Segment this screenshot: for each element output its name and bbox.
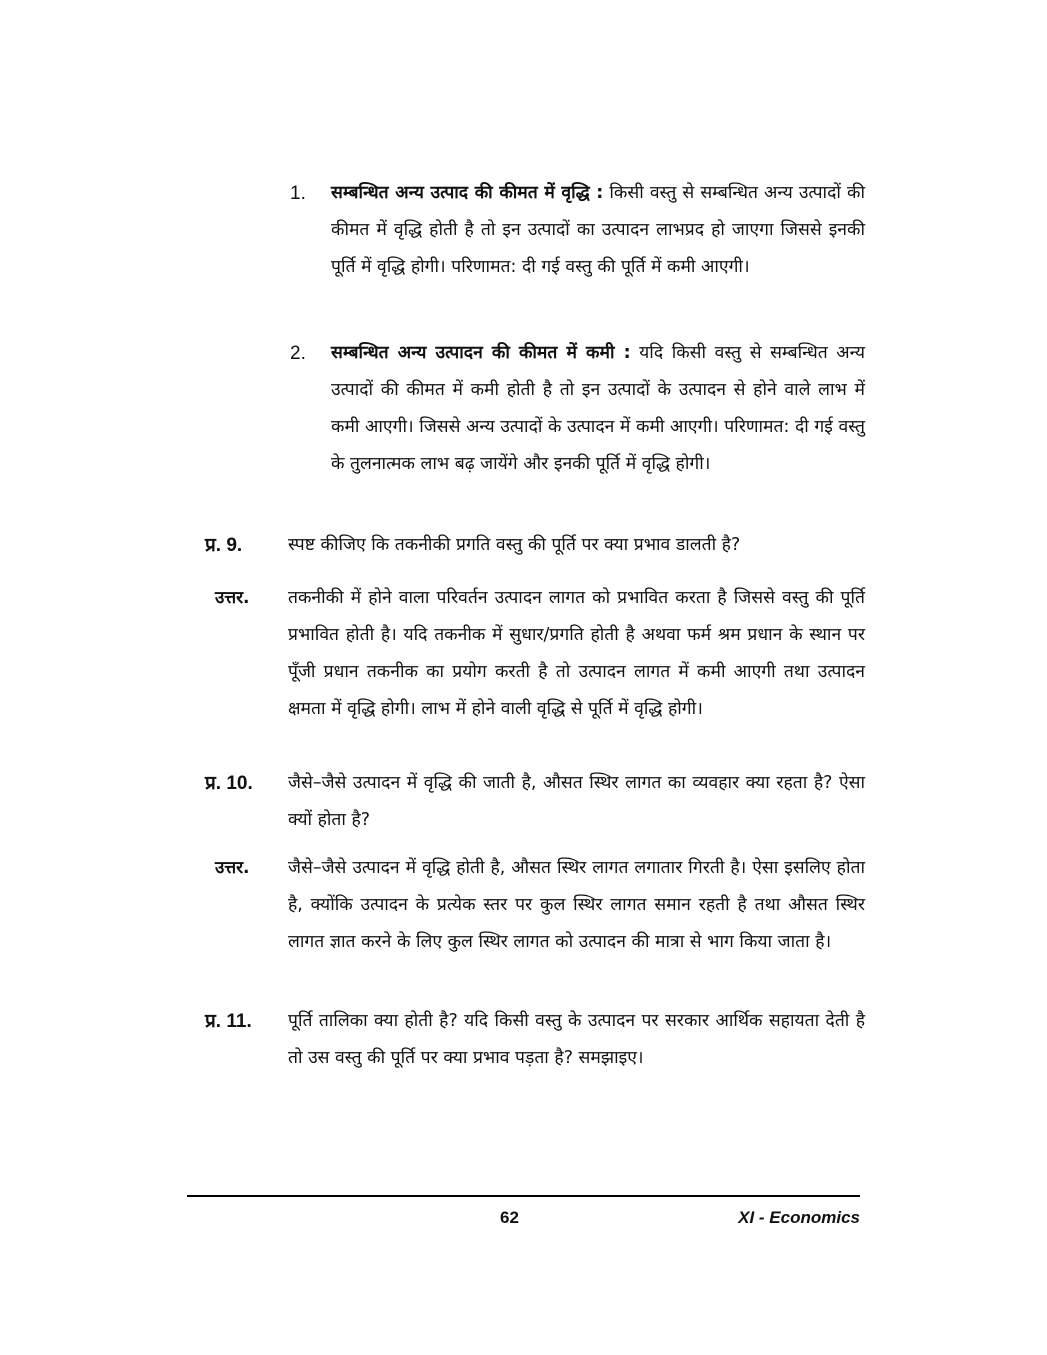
sub-item-1 xyxy=(290,175,865,286)
question-text: स्पष्ट कीजिए कि तकनीकी प्रगति वस्तु की पूर्ति पर क्या प्रभाव डालती है? xyxy=(288,535,741,555)
sub-item-number: 1. xyxy=(290,183,306,204)
sub-item-body xyxy=(331,335,865,483)
answer-label: उत्तर. xyxy=(215,858,250,878)
footer-divider xyxy=(187,1195,860,1197)
question-label: प्र. 10. xyxy=(205,773,253,794)
sub-item-text: यदि किसी वस्तु से सम्बन्धित अन्य उत्पादों की कीमत में कमी होती है तो इन उत्पादों के उत्पादन से होने वाले लाभ में कमी आएगी। जिससे अन्य उत्पादों के उत्पादन में कमी आएगी। परिणामत: दी गई वस्तु के तुलनात्मक लाभ बढ़ जायेंगे और इनकी पूर्ति में वृद्धि होगी। xyxy=(331,343,865,474)
question-label: प्र. 11. xyxy=(205,1011,252,1032)
answer-label: उत्तर. xyxy=(215,588,250,608)
question-11 xyxy=(205,1003,865,1077)
answer-text: जैसे–जैसे उत्पादन में वृद्धि होती है, औसत स्थिर लागत लगातार गिरती है। ऐसा इसलिए होता है, क्योंकि उत्पादन के प्रत्येक स्तर पर कुल स्थिर लागत समान रहती है तथा औसत स्थिर लागत ज्ञात करने के लिए कुल स्थिर लागत को उत्पादन की मात्रा से भाग किया जाता है। xyxy=(288,858,865,952)
answer-9 xyxy=(205,580,865,728)
answer-10 xyxy=(205,850,865,961)
page-number: 62 xyxy=(500,1208,519,1227)
sub-item-heading: सम्बन्धित अन्य उत्पादन की कीमत में कमी : xyxy=(331,343,631,363)
question-text: पूर्ति तालिका क्या होती है? यदि किसी वस्तु के उत्पादन पर सरकार आर्थिक सहायता देती है तो उस वस्तु की पूर्ति पर क्या प्रभाव पड़ता है? समझाइए। xyxy=(288,1011,865,1068)
question-9 xyxy=(205,527,865,564)
question-10 xyxy=(205,765,865,839)
sub-item-text: किसी वस्तु से सम्बन्धित अन्य उत्पादों की कीमत में वृद्धि होती है तो इन उत्पादों का उत्पादन लाभप्रद हो जाएगा जिससे इनकी पूर्ति में वृद्धि होगी। परिणामत: दी गई वस्तु की पूर्ति में कमी आएगी। xyxy=(331,183,865,277)
sub-item-heading: सम्बन्धित अन्य उत्पाद की कीमत में वृद्धि : xyxy=(331,183,604,203)
footer-title: XI - Economics xyxy=(738,1208,860,1227)
question-text: जैसे–जैसे उत्पादन में वृद्धि की जाती है, औसत स्थिर लागत का व्यवहार क्या रहता है? ऐसा क्यों होता है? xyxy=(288,773,865,830)
question-label: प्र. 9. xyxy=(205,535,243,556)
answer-text: तकनीकी में होने वाला परिवर्तन उत्पादन लागत को प्रभावित करता है जिससे वस्तु की पूर्ति प्रभावित होती है। यदि तकनीक में सुधार/प्रगति होती है अथवा फर्म श्रम प्रधान के स्थान पर पूँजी प्रधान तकनीक का प्रयोग करती है तो उत्पादन लागत में कमी आएगी तथा उत्पादन क्षमता में वृद्धि होगी। लाभ में होने वाली वृद्धि से पूर्ति में वृद्धि होगी। xyxy=(288,588,865,719)
sub-item-number: 2. xyxy=(290,343,306,364)
sub-item-2 xyxy=(290,335,865,483)
sub-item-body xyxy=(331,175,865,286)
